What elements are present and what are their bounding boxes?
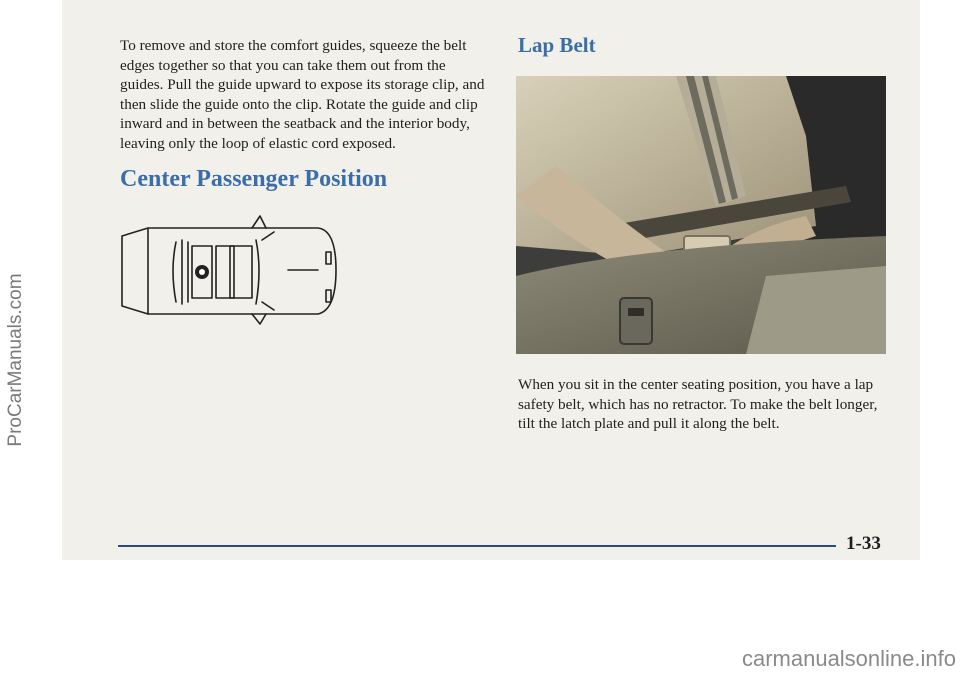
footer-watermark xyxy=(0,646,960,672)
vehicle-seating-diagram xyxy=(118,210,344,326)
footer-watermark-text: carmanualsonline.info xyxy=(741,646,956,671)
page-number: 1-33 xyxy=(846,533,881,554)
lap-belt-instructions: When you sit in the center seating position, you have a lap safety belt, which has no retractor. To make the belt longer, tilt the latch plate and pull it along the belt. xyxy=(518,376,878,432)
footer-rule xyxy=(118,545,836,547)
lap-belt-heading: Lap Belt xyxy=(518,33,596,57)
lap-belt-photo xyxy=(516,76,886,354)
center-passenger-heading: Center Passenger Position xyxy=(120,166,388,192)
side-watermark xyxy=(5,273,26,447)
side-watermark-text: ProCarManuals.com xyxy=(5,273,26,447)
comfort-guide-instructions: To remove and store the comfort guides, squeeze the belt edges together so that you can take them out from the guides. Pull the guide upward to expose its storage clip, and then slide the guide onto the clip. Rotate the guide and clip inward and in between the seatback and the interior body, leaving only the loop of elastic cord exposed. xyxy=(120,37,485,152)
